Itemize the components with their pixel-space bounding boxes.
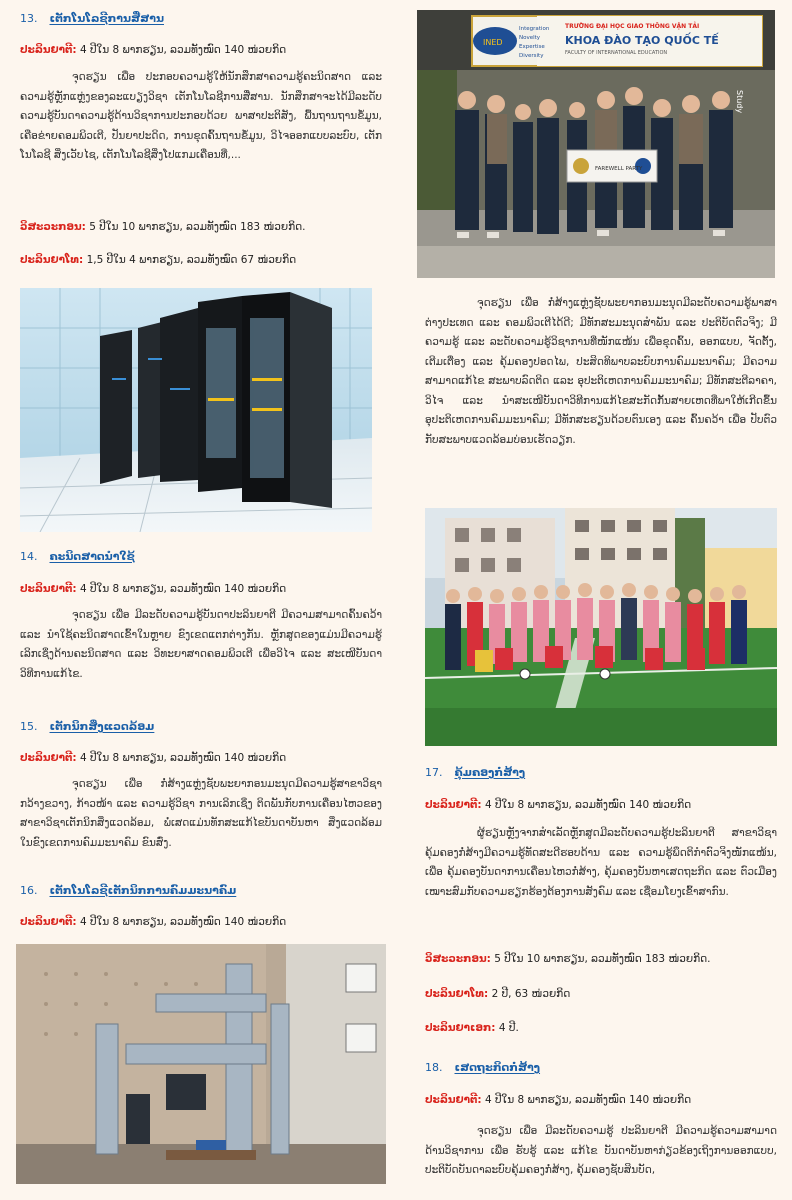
degree-value: 4 ປີໃນ 8 ພາກຮຽນ, ລວມທັງໝົດ 140 ໜ່ວຍກິດ	[484, 799, 692, 811]
master-line	[425, 986, 777, 1002]
server-room-photo	[20, 288, 372, 532]
section-17	[425, 766, 777, 779]
section-title: ເຕັກນິກສິ່ງແວດລ້ອມ	[49, 720, 155, 733]
degree-value: 5 ປີໃນ 10 ພາກຮຽນ, ລວມທັງໝົດ 183 ໜ່ວຍກິດ.	[89, 221, 306, 233]
section-16-paragraph: ຈຸດຮຽນ ເພື່ອ ກໍ່ສ້າງແຫຼ່ງຊັບພະຍາກອນມະນຸດມີລະດັບຄວາມຮູ້ພາສາຕ່າງປະເທດ ແລະ ຄອມພິວເຕີໄດ້ດີ; ມີທັກສະມະນຸດສໍາພັນ ແລະ ປະຕິບັດຕົວຈິງ; ມີຄວາມຮູ້ ແລະ ລະດັບຄວາມຮູ້ວິຊາການທີ່ໜັກແໜ້ນ ເພື່ອຂຸດຄົ້ນ, ອອກແບບ, ຈັດຕັ້ງ, ເຕີມເຕື່ອງ ແລະ ຄຸ້ມຄອງປອດໄພ, ປະສິດທິພາບລະບົບການຄົມມະນາຄົມ; ມີຄວາມສາມາດແກ້ໄຂ ສະພາບລົດຕິດ ແລະ ອຸປະຕິເຫດການຄົມມະນາຄົມ; ມີທັກສະຕີລາຄາ, ວິໄຈ ແລະ ນໍາສະເໜີບັນດາວິທີການແກ້ໄຂສະກັດກັ້ນສາຍເຫດທີ່ພາໃຫ້ເກີດຂຶ້ນອຸປະຕິເຫດການຄົມມະນາຄົມ; ມີທັກສະຮຽນດ້ວຍຕົນເອງ ແລະ ຄົ້ນຄວ້າ ເພື່ອ ປັບຕົວກັບສະພາບແວດລ້ອມບ່ອນເຮັດວຽກ.	[425, 297, 777, 446]
bachelor-line	[425, 797, 777, 813]
section-number: 16.	[20, 884, 38, 897]
section-15	[20, 720, 382, 733]
doctor-line	[425, 1020, 777, 1036]
degree-label: ປະລິນຍາຕີ:	[425, 1094, 482, 1106]
section-15-paragraph: ຈຸດຮຽນ ເພື່ອ ກໍ່ສ້າງແຫຼ່ງຊັບພະຍາກອນມະນຸດມີຄວາມຮູ້ສາຂາວິຊາກວ້າງຂວາງ, ກ້າວໜ້າ ແລະ ຄວາມຮູ້ວິຊາ ການເລິກເຊິ່ງ ຕິດພັນກັບການເຄື່ອນໄຫວຂອງສາຂາວິຊາເຕັກນິກສິ່ງແວດລ້ອມ, ພໍ່ເສດແມ່ນທັກສະແກ້ໄຂບັນດາບັນຫາ ສິ່ງແວດລ້ອມໃນຂົງເຂດການຄົມມະນາຄົມ ຂົນສົ່ງ.	[20, 778, 382, 849]
section-number: 17.	[425, 766, 443, 779]
section-18-heading	[425, 1061, 777, 1074]
bachelor-line	[20, 42, 382, 58]
banner-study: Study	[735, 90, 744, 114]
degree-label: ປະລິນຍາຕີ:	[425, 799, 482, 811]
section-14-paragraph: ຈຸດຮຽນ ເພື່ອ ມີລະດັບຄວາມຮູ້ບັນດາປະລິນຍາຕີ ມີຄວາມສາມາດຄົ້ນຄວ້າ ແລະ ນໍາໃຊ້ຄະນິດສາດເຂົ້າໃນຫຼາຍ ຂົງເຂດແຕກຕ່າງກັນ. ຫຼັກສູດຂອງແມ່ນມີຄວາມຮູ້ເລິກເຊິ່ງດ້ານຄະນິດສາດ ແລະ ວິທະຍາສາດຄອມພິວເຕີ ເພື່ອວິໄຈ ແລະ ສະເໜີບັນດາວິທີການແກ້ໄຂ.	[20, 609, 382, 680]
degree-label: ວິສະວະກອນ:	[20, 221, 86, 233]
bachelor-line	[20, 914, 382, 930]
bachelor-line	[425, 1092, 777, 1108]
section-number: 14.	[20, 550, 38, 563]
degree-value: 5 ປີໃນ 10 ພາກຮຽນ, ລວມທັງໝົດ 183 ໜ່ວຍກິດ.	[494, 953, 711, 965]
degree-label: ປະລິນຍາຕີ:	[20, 752, 77, 764]
farewell-sign: FAREWELL PARTY	[595, 166, 643, 172]
football-team-photo	[425, 508, 777, 746]
degree-label: ປະລິນຍາຕີ:	[20, 44, 77, 56]
section-title: ຄະນິດສາດນໍາໃຊ້	[49, 550, 135, 563]
section-13-paragraph: ຈຸດຮຽນ ເພື່ອ ປະກອບຄວາມຮູ້ໃຫ້ນັກສຶກສາຄວາມຮູ້ຄະນິດສາດ ແລະ ຄວາມຮູ້ຫຼັກແຫຼ່ງຂອງລະແບຽງວິຊາ ເຕັກໂນໂລຊີການສື່ສານ. ນັກສຶກສາຈະໄດ້ມີລະດັບຄວາມຮູ້ບັນດາຄວາມຮູ້ດ້ານວິຊາການປະກອບດ້ວຍ ພາສາປະຕິສັງ, ພື້ນຖານຖານຂໍ້ມູນ, ເຄືອຂ່າຍຄອມພິວເຕີ, ປັນຍາປະດິດ, ການຂຸດຄົ້ນຖານຂໍ້ມູນ, ວິໄຈອອກແບບລະບົບ, ເຕັກໂນໂລຊີ ສິ່ງເວັບໄຊ, ເຕັກໂນໂລຊີສິ່ງໂປແກມເຄື່ອນທີ່,...	[20, 71, 382, 161]
degree-value: 2 ປີ, 63 ໜ່ວຍກິດ	[491, 988, 571, 1000]
section-title: ເຕັກໂນໂລຊີການສື່ສານ	[49, 12, 164, 25]
banner-word: Diversity	[519, 53, 544, 59]
degree-label: ປະລິນຍາເອກ:	[425, 1022, 496, 1034]
section-17-heading	[425, 766, 777, 779]
banner-word: Integration	[519, 26, 550, 32]
section-15-heading	[20, 720, 382, 733]
banner-faculty: KHOA ĐÀO TẠO QUỐC TẾ	[565, 34, 719, 47]
section-number: 15.	[20, 720, 38, 733]
degree-label: ປະລິນຍາຕີ:	[20, 583, 77, 595]
banner-school: TRƯỜNG ĐẠI HỌC GIAO THÔNG VẬN TẢI	[565, 23, 700, 30]
structural-lab-photo	[16, 944, 386, 1184]
banner-sub: FACULTY OF INTERNATIONAL EDUCATION	[565, 50, 668, 56]
section-18-paragraph: ຈຸດຮຽນ ເພື່ອ ມີລະດັບຄວາມຮູ້ ປະລິນຍາຕີ ມີຄວາມຮູ້ຄວາມສາມາດດ້ານວິຊາການ ເພື່ອ ຮັບຮູ້ ແລະ ແກ້ໄຂ ບັນດາບັນຫາກ່ຽວຂ້ອງເຖິງການອອກແບບ, ປະຕິບັດບັນດາລະບົບຄຸ້ມຄອງກໍ່ສ້າງ, ຄຸ້ມຄອງຊັບສິນບັດ,	[425, 1125, 777, 1176]
degree-label: ວິສະວະກອນ:	[425, 953, 491, 965]
section-13-heading	[20, 12, 382, 25]
degree-label: ປະລິນຍາໂທ:	[425, 988, 489, 1000]
section-14-heading	[20, 550, 382, 563]
degree-label: ປະລິນຍາໂທ:	[20, 254, 84, 266]
degree-value: 4 ປີໃນ 8 ພາກຮຽນ, ລວມທັງໝົດ 140 ໜ່ວຍກິດ	[79, 752, 287, 764]
engineer-line	[20, 219, 382, 235]
section-16	[20, 884, 382, 897]
banner-word: Expertise	[519, 44, 545, 50]
section-14	[20, 550, 382, 563]
section-18	[425, 1061, 777, 1074]
section-17-paragraph: ຜູ້ຮຽນຫຼັງຈາກສໍາເລັດຫຼັກສູດມີລະດັບຄວາມຮູ້ປະລິນຍາຕີ ສາຂາວິຊາຄຸ້ມຄອງກໍ່ສ້າງມີຄວາມຮູ້ທັດສະດີຮອບດ້ານ ແລະ ຄວາມຮູ້ພຶດຕິກໍາຕົວຈິງໜັກແໜ້ນ, ເພື່ອ ຄຸ້ມຄອງບັນດາການເຄື່ອນໄຫວກໍ່ສ້າງ, ຄຸ້ມຄອງບັນຫາເສດຖະກິດ ແລະ ຕົວເມືອງເໝາະສົມກັບຄວາມຮຽກຮ້ອງຕ້ອງການສັງຄົມ ແລະ ເຊື່ອມໂຍງເຂົ້າສາກົນ.	[425, 827, 777, 898]
section-13	[20, 12, 382, 25]
degree-value: 1,5 ປີໃນ 4 ພາກຮຽນ, ລວມທັງໝົດ 67 ໜ່ວຍກິດ	[86, 254, 297, 266]
svg-text:INED: INED	[483, 38, 503, 47]
farewell-group-photo	[417, 10, 775, 278]
section-16-heading	[20, 884, 382, 897]
master-line	[20, 252, 382, 268]
section-number: 18.	[425, 1061, 443, 1074]
degree-value: 4 ປີໃນ 8 ພາກຮຽນ, ລວມທັງໝົດ 140 ໜ່ວຍກິດ	[79, 583, 287, 595]
degree-value: 4 ປີໃນ 8 ພາກຮຽນ, ລວມທັງໝົດ 140 ໜ່ວຍກິດ	[79, 916, 287, 928]
section-number: 13.	[20, 12, 38, 25]
degree-label: ປະລິນຍາຕີ:	[20, 916, 77, 928]
degree-value: 4 ປີ.	[498, 1022, 519, 1034]
degree-value: 4 ປີໃນ 8 ພາກຮຽນ, ລວມທັງໝົດ 140 ໜ່ວຍກິດ	[79, 44, 287, 56]
degree-value: 4 ປີໃນ 8 ພາກຮຽນ, ລວມທັງໝົດ 140 ໜ່ວຍກິດ	[484, 1094, 692, 1106]
banner-word: Novelty	[519, 35, 541, 41]
section-title: ຄຸ້ມຄອງກໍ່ສ້າງ	[454, 766, 526, 779]
bachelor-line	[20, 750, 382, 766]
bachelor-line	[20, 581, 382, 597]
section-title: ເຕັກໂນໂລຊີເຕັກນິກການຄົມມະນາຄົມ	[49, 884, 237, 897]
section-title: ເສດຖະກິດກໍ່ສ້າງ	[454, 1061, 541, 1074]
engineer-line	[425, 951, 777, 967]
